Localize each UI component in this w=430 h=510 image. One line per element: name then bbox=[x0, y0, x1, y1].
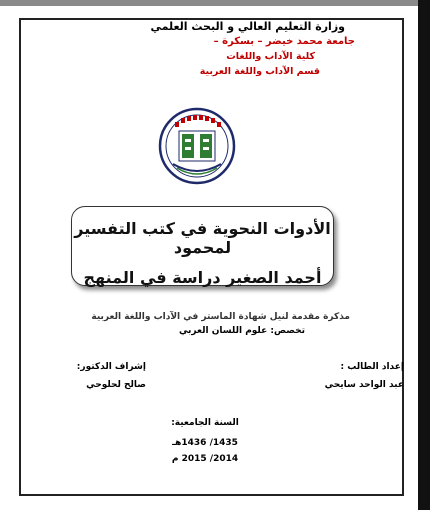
student-label: إعداد الطالب : bbox=[340, 362, 404, 372]
specialty-line: تخصص: علوم اللسان العربي bbox=[178, 326, 305, 336]
thesis-title-box bbox=[71, 206, 334, 286]
advisor-block bbox=[26, 362, 146, 390]
university-emblem-icon bbox=[157, 106, 237, 186]
university-line: جامعة محمد خيضر – بسكرة – bbox=[213, 36, 355, 47]
gregorian-year: 2014/ 2015 م bbox=[171, 454, 239, 464]
thesis-title-line-1: الأدوات النحوية في كتب التفسير لمحمود bbox=[74, 219, 331, 257]
academic-year-block bbox=[150, 418, 260, 464]
advisor-name: صالح لحلوحي bbox=[86, 380, 146, 390]
faculty-line: كلية الآداب واللغات bbox=[226, 51, 315, 62]
top-bar bbox=[0, 0, 430, 6]
hijri-year: 1435/ 1436هـ bbox=[172, 438, 238, 448]
institution-header bbox=[130, 20, 370, 77]
student-block bbox=[284, 362, 404, 390]
right-edge-bar bbox=[418, 0, 430, 510]
ministry-line: وزارة التعليم العالي و البحث العلمي bbox=[150, 20, 345, 33]
student-name: عبد الواحد سايحي bbox=[324, 380, 404, 390]
memo-description bbox=[50, 312, 350, 336]
academic-year-label: السنة الجامعية: bbox=[171, 418, 239, 428]
department-line: قسم الآداب واللغة العربية bbox=[199, 66, 320, 77]
thesis-title-line-2: أحمد الصغير دراسة في المنهج bbox=[83, 268, 322, 287]
degree-description: مذكرة مقدمة لنيل شهادة الماستر في الآداب واللغة العربية bbox=[91, 312, 350, 322]
advisor-label: إشراف الدكتور: bbox=[76, 362, 146, 372]
